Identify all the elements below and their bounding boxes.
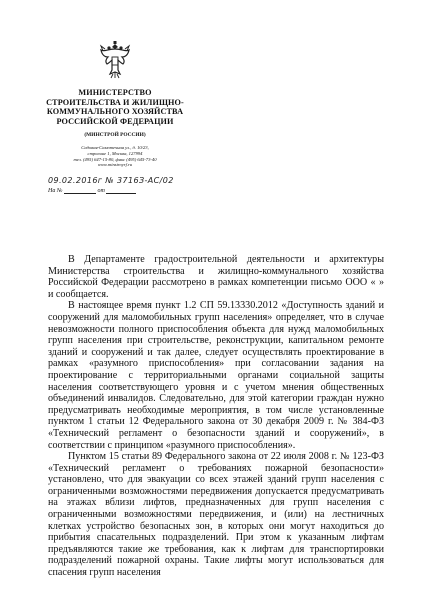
- address-line: Садовая-Самотечная ул., д. 10/23,: [81, 145, 149, 151]
- reference-prefix: На №: [48, 187, 63, 194]
- address-line: строение 1, Москва, 127994: [87, 150, 143, 156]
- paragraph: Пунктом 15 статьи 89 Федерального закона от 22 июля 2008 г. № 123-ФЗ «Технический регламент о требованиях пожарной безопасности» установлено, что для эвакуации со всех этажей зданий групп населения с ограниченными возможностями передвижения допускается предусматривать на этажах вблизи лифтов, предназначенных для групп населения с ограниченными возможностями передвижения, и (или) на лестничных клетках устройство безопасных зон, в которых они могут находиться до прибытия спасательных подразделений. При этом к указанным лифтам предъявляются такие же требования, как к лифтам для транспортировки подразделений пожарной охраны. Такие лифты могут использоваться для спасения групп населения: [48, 451, 384, 579]
- coat-of-arms-icon: [98, 40, 132, 80]
- ministry-address: [40, 145, 190, 167]
- ministry-line: РОССИЙСКОЙ ФЕДЕРАЦИИ: [56, 116, 174, 126]
- reference-number-blank: [64, 193, 96, 194]
- reference-from-label: от: [97, 187, 105, 194]
- registration-date-number: 09.02.2016г № 3716З-АС/02: [48, 175, 174, 185]
- letter-body: [48, 254, 384, 579]
- ministry-name: [40, 88, 190, 126]
- reference-line: [40, 188, 190, 194]
- letterhead: [40, 40, 190, 194]
- ministry-short-name: (МИНСТРОЙ РОССИИ): [84, 132, 146, 139]
- ministry-line: СТРОИТЕЛЬСТВА И ЖИЛИЩНО-: [46, 97, 184, 107]
- ministry-line: МИНИСТЕРСТВО: [78, 88, 152, 97]
- address-line: тел. (495) 647-15-80, факс (495) 645-73-40: [73, 156, 157, 162]
- registration-line: [40, 176, 190, 185]
- ministry-line: КОММУНАЛЬНОГО ХОЗЯЙСТВА: [46, 107, 184, 117]
- address-line: www.minstroyrf.ru: [97, 162, 133, 168]
- reference-date-blank: [106, 193, 136, 194]
- paragraph: В настоящее время пункт 1.2 СП 59.13330.2012 «Доступность зданий и сооружений для маломобильных групп населения» определяет, что в случае невозможности полного приспособления объекта для нужд маломобильных групп населения при строительстве, реконструкции, капитальном ремонте зданий и сооружений и так далее, следует осуществлять проектирование в рамках «разумного приспособления» при согласовании задания на проектирование с территориальными органами социальной защиты населения соответствующего уровня и с учетом мнения общественных объединений инвалидов. Следовательно, для этой категории граждан нужно предусматривать необходимые мероприятия, в том числе установленные пунктом 1 статьи 12 Федерального закона от 30 декабря 2009 г. № 384-ФЗ «Технический регламент о безопасности зданий и сооружений», в соответствии с принципом «разумного приспособления».: [48, 300, 384, 451]
- paragraph: В Департаменте градостроительной деятельности и архитектуры Министерства строительства и жилищно-коммунального хозяйства Российской Федерации рассмотрено в рамках компетенции письмо ООО « » и сообщается.: [48, 254, 384, 300]
